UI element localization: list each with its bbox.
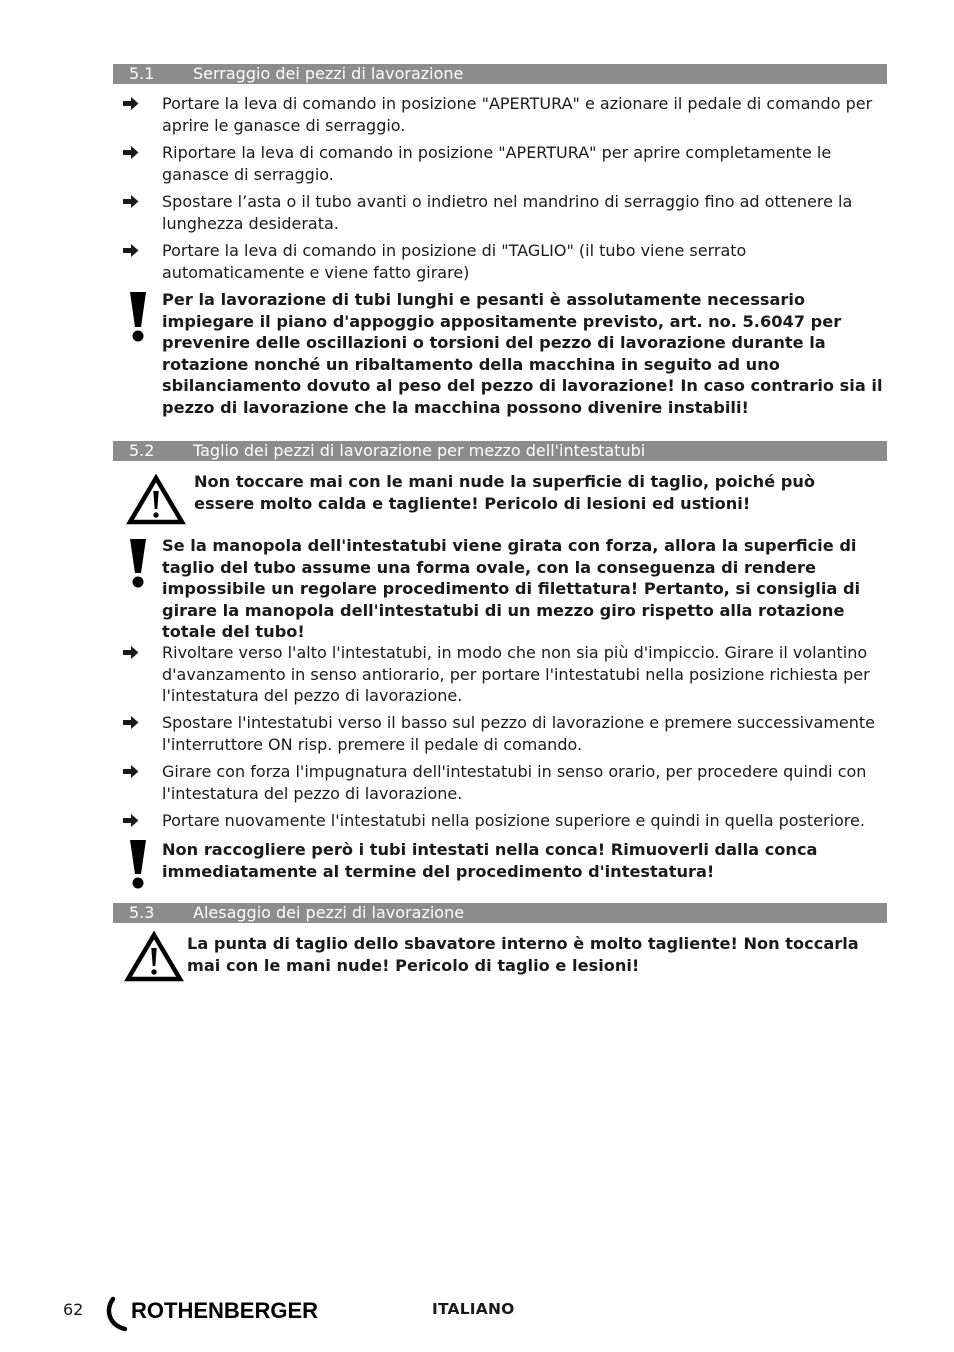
section-title: Taglio dei pezzi di lavorazione per mezzo dell'intestatubi [193, 441, 646, 460]
warning-triangle-icon [124, 931, 184, 983]
list-item [113, 191, 889, 234]
section-title: Serraggio dei pezzi di lavorazione [193, 64, 464, 83]
exclamation-icon [127, 537, 149, 589]
arrow-right-icon [121, 240, 141, 261]
list-item [113, 761, 889, 804]
note-text: Se la manopola dell'intestatubi viene girata con forza, allora la superficie di taglio del tubo assume una forma ovale, con la conseguenza di rendere impossibile un regolare procedimento di filettatura! Pertanto, si consiglia di girare la manopola dell'intestatubi di un mezzo giro rispetto alla rotazione totale del tubo! [162, 536, 861, 642]
page-number: 62 [63, 1300, 84, 1319]
step-text: Spostare l'intestatubi verso il basso sul pezzo di lavorazione e premere successivamente l'interruttore ON risp. premere il pedale di comando. [162, 713, 876, 754]
arrow-right-icon [121, 810, 141, 831]
exclamation-icon [127, 290, 149, 344]
section-title: Alesaggio dei pezzi di lavorazione [193, 903, 465, 922]
step-text: Rivoltare verso l'alto l'intestatubi, in modo che non sia più d'impiccio. Girare il volantino d'avanzamento in senso antiorario, per portare l'intestatubi nella posizione richiesta per l'intestatura del pezzo di lavorazione. [162, 643, 870, 705]
note-text: Per la lavorazione di tubi lunghi e pesanti è assolutamente necessario impiegare il piano d'appoggio appositamente previsto, art. no. 5.6047 per prevenire delle oscillazioni o torsioni del pezzo di lavorazione durante la rotazione nonché un ribaltamento della macchina in seguito ad uno sbilanciamento dovuto al peso del pezzo di lavorazione! In caso contrario sia il pezzo di lavorazione che la macchina possono divenire instabili! [162, 290, 883, 417]
arrow-right-icon [121, 642, 141, 663]
brand-name: ROTHENBERGER [131, 1298, 319, 1323]
step-text: Girare con forza l'impugnatura dell'intestatubi in senso orario, per procedere quindi con l'intestatura del pezzo di lavorazione. [162, 762, 867, 803]
warning-triangle-icon [126, 474, 186, 526]
list-item [113, 240, 889, 283]
section-header-5-3 [113, 903, 887, 923]
section-number: 5.3 [129, 903, 155, 922]
arrow-right-icon [121, 712, 141, 733]
note-text: Non raccogliere però i tubi intestati nella conca! Rimuoverli dalla conca immediatamente al termine del procedimento d'intestatura! [162, 840, 818, 881]
section-number: 5.2 [129, 441, 155, 460]
arrow-right-icon [121, 142, 141, 163]
language-label: ITALIANO [432, 1300, 515, 1318]
list-item [113, 93, 889, 136]
step-text: Portare la leva di comando in posizione di "TAGLIO" (il tubo viene serrato automaticamente e viene fatto girare) [162, 241, 747, 282]
list-item [113, 142, 889, 185]
list-item [113, 810, 889, 832]
step-text: Portare nuovamente l'intestatubi nella posizione superiore e quindi in quella posteriore. [162, 811, 865, 830]
arrow-right-icon [121, 761, 141, 782]
rothenberger-logo [105, 1292, 345, 1332]
arrow-right-icon [121, 93, 141, 114]
arrow-right-icon [121, 191, 141, 212]
exclamation-icon [127, 838, 149, 890]
step-text: Riportare la leva di comando in posizione "APERTURA" per aprire completamente le ganasce di serraggio. [162, 143, 832, 184]
warning-text: Non toccare mai con le mani nude la superficie di taglio, poiché può essere molto calda e tagliente! Pericolo di lesioni ed ustioni! [194, 472, 815, 513]
section-header-5-2 [113, 441, 887, 461]
section-header-5-1 [113, 64, 887, 84]
section-number: 5.1 [129, 64, 155, 83]
warning-text: La punta di taglio dello sbavatore interno è molto tagliente! Non toccarla mai con le mani nude! Pericolo di taglio e lesioni! [187, 934, 859, 975]
list-item [113, 642, 889, 707]
step-text: Spostare l’asta o il tubo avanti o indietro nel mandrino di serraggio fino ad ottenere la lunghezza desiderata. [162, 192, 853, 233]
step-text: Portare la leva di comando in posizione "APERTURA" e azionare il pedale di comando per aprire le ganasce di serraggio. [162, 94, 873, 135]
list-item [113, 712, 889, 755]
